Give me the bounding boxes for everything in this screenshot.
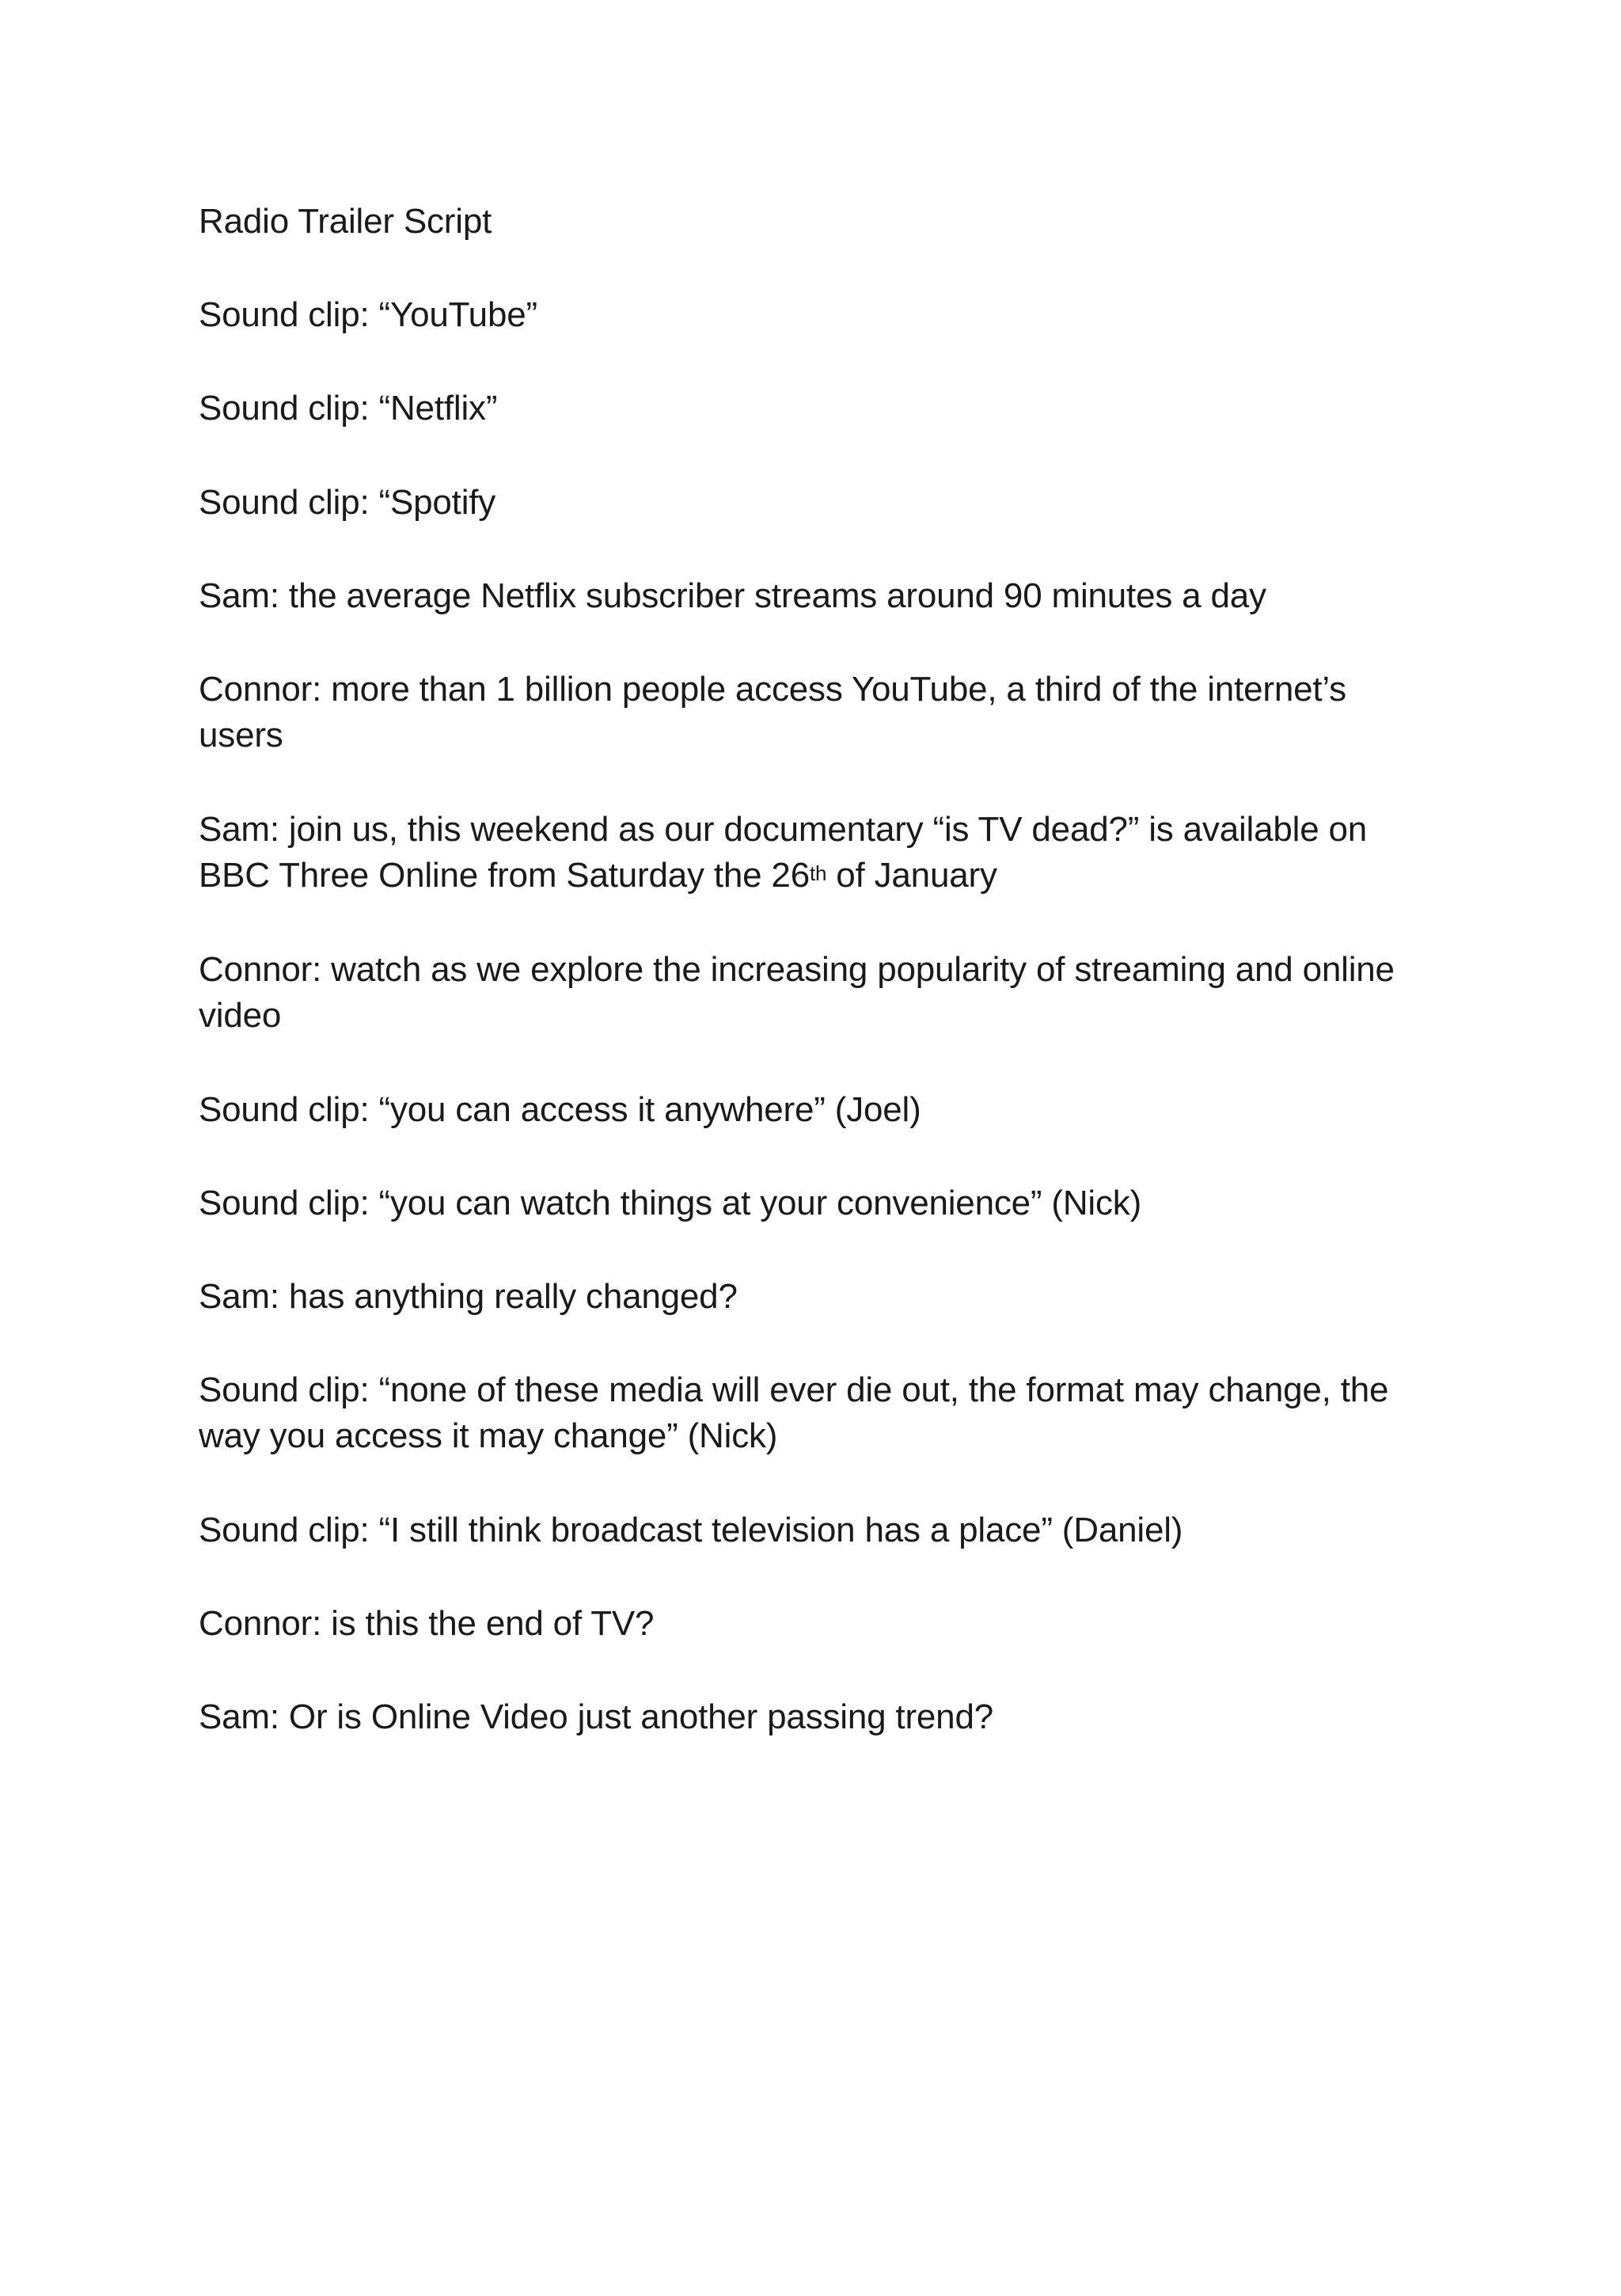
script-line-joel-clip: Sound clip: “you can access it anywhere” (Joel) <box>199 1090 921 1129</box>
script-line-connor-youtube-stat-cont: users <box>199 716 283 755</box>
script-line-sam-netflix-stat: Sam: the average Netflix subscriber streams around 90 minutes a day <box>199 576 1266 615</box>
script-line-connor-explore-cont: video <box>199 996 282 1035</box>
script-line-netflix-clip: Sound clip: “Netflix” <box>199 389 498 428</box>
script-line-connor-explore: Connor: watch as we explore the increasing popularity of streaming and online <box>199 950 1395 989</box>
script-line-connor-youtube-stat: Connor: more than 1 billion people access YouTube, a third of the internet’s <box>199 670 1346 709</box>
document-title: Radio Trailer Script <box>199 202 492 241</box>
date-text: BBC Three Online from Saturday the 26 <box>199 856 810 895</box>
script-line-sam-changed: Sam: has anything really changed? <box>199 1277 738 1316</box>
script-line-sam-join-us: Sam: join us, this weekend as our documentary “is TV dead?” is available on <box>199 810 1368 849</box>
script-line-spotify-clip: Sound clip: “Spotify <box>199 483 496 522</box>
ordinal-suffix: th <box>809 861 827 885</box>
script-line-connor-end-of-tv: Connor: is this the end of TV? <box>199 1604 655 1643</box>
script-line-sam-join-us-cont <box>199 853 1433 903</box>
script-line-nick-media-clip: Sound clip: “none of these media will ever die out, the format may change, the <box>199 1370 1389 1409</box>
script-line-sam-passing-trend: Sam: Or is Online Video just another passing trend? <box>199 1697 993 1736</box>
script-line-nick-clip: Sound clip: “you can watch things at your convenience” (Nick) <box>199 1184 1142 1222</box>
script-line-youtube-clip: Sound clip: “YouTube” <box>199 295 537 334</box>
script-line-nick-media-clip-cont: way you access it may change” (Nick) <box>199 1416 778 1455</box>
script-line-daniel-clip: Sound clip: “I still think broadcast television has a place” (Daniel) <box>199 1511 1183 1549</box>
month-text: of January <box>826 856 997 895</box>
